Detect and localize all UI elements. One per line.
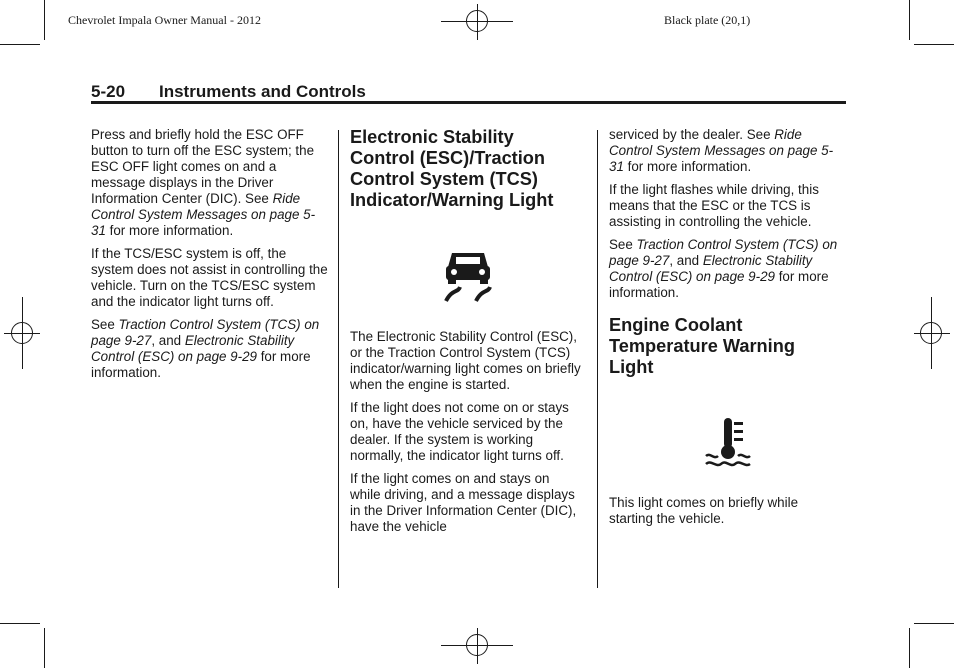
coolant-temperature-icon (704, 416, 752, 468)
column-1 (91, 127, 329, 388)
paragraph: serviced by the dealer. See Ride Control System Messages on page 5-31 for more information. (609, 127, 834, 174)
column-3-body (609, 495, 845, 534)
paragraph: The Electronic Stability Control (ESC), or the Traction Control System (TCS) indicator/warning light comes on briefly when the engine is started. (350, 329, 581, 392)
column-3 (609, 127, 845, 308)
skidding-car-icon (442, 249, 494, 303)
crop-mark (909, 0, 910, 40)
paragraph: If the light comes on and stays on while driving, and a message displays in the Driver Information Center (DIC), have the vehicle (350, 471, 577, 534)
paragraph: If the TCS/ESC system is off, the system does not assist in controlling the vehicle. Turn on the TCS/ESC system and the indicator light turns off. (91, 246, 328, 309)
paragraph: See Traction Control System (TCS) on page 9-27, and Electronic Stability Control (ESC) on page 9-29 for more information. (91, 317, 320, 380)
cross-reference-link[interactable]: Traction Control System (TCS) on page 9-27 (91, 317, 320, 348)
paragraph: This light comes on briefly while starting the vehicle. (609, 495, 799, 526)
crop-mark (44, 0, 45, 40)
paragraph: Press and briefly hold the ESC OFF button to turn off the ESC system; the ESC OFF light comes on and a message displays in the Driver Information Center (DIC). See Ride Control System Messages on page 5-31 for more information. (91, 127, 316, 238)
section-title: Instruments and Controls (159, 82, 366, 101)
plate-title: Chevrolet Impala Owner Manual - 2012 (68, 13, 261, 27)
column-divider (338, 130, 339, 588)
column-2 (350, 127, 582, 211)
page-header (91, 82, 846, 104)
column-divider (597, 130, 598, 588)
paragraph: If the light does not come on or stays on, have the vehicle serviced by the dealer. If the system is working normally, the indicator light turns off. (350, 400, 569, 463)
cross-reference-link[interactable]: Ride Control System Messages on page 5-31 (91, 191, 316, 238)
crop-mark (914, 623, 954, 624)
crop-mark (0, 623, 40, 624)
cross-reference-link[interactable]: Electronic Stability Control (ESC) on page 9-29 (609, 253, 813, 284)
crop-mark (44, 628, 45, 668)
section-heading: Electronic Stability Control (ESC)/Traction Control System (TCS) Indicator/Warning Light (350, 127, 554, 210)
cross-reference-link[interactable]: Traction Control System (TCS) on page 9-27 (609, 237, 838, 268)
cross-reference-link[interactable]: Electronic Stability Control (ESC) on page 9-29 (91, 333, 295, 364)
column-2-body (350, 329, 582, 542)
column-3-heading (609, 315, 829, 378)
section-heading: Engine Coolant Temperature Warning Light (609, 315, 795, 377)
paragraph: See Traction Control System (TCS) on page 9-27, and Electronic Stability Control (ESC) on page 9-29 for more information. (609, 237, 838, 300)
cross-reference-link[interactable]: Ride Control System Messages on page 5-31 (609, 127, 834, 174)
crop-mark (0, 44, 40, 45)
crop-mark (914, 44, 954, 45)
page-number: 5-20 (91, 82, 126, 101)
paragraph: If the light flashes while driving, this means that the ESC or the TCS is assisting in controlling the vehicle. (609, 182, 819, 229)
plate-info: Black plate (20,1) (664, 13, 751, 27)
crop-mark (909, 628, 910, 668)
